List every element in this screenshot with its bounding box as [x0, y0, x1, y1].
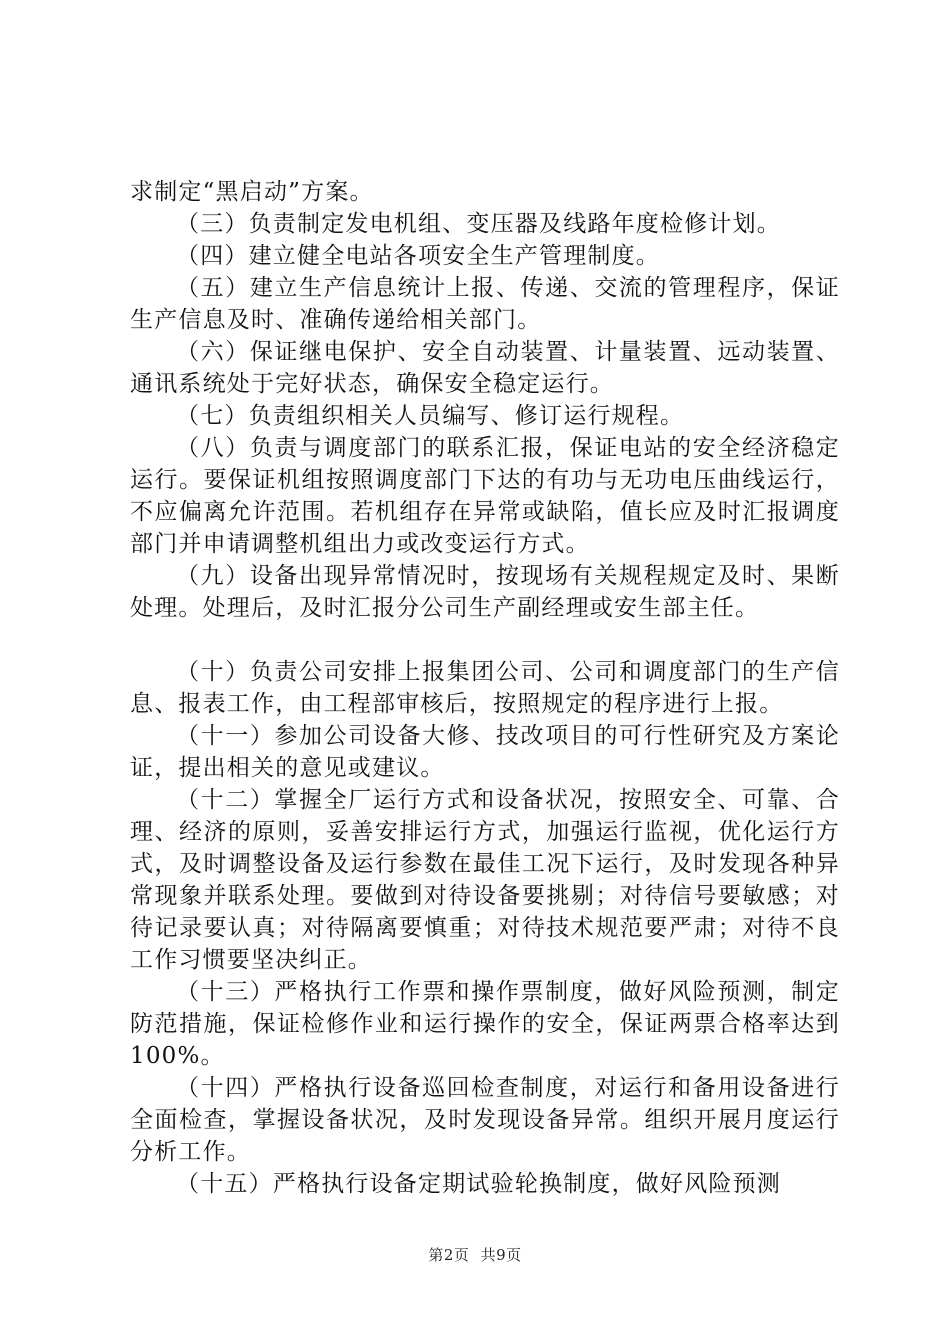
paragraph: （十）负责公司安排上报集团公司、公司和调度部门的生产信息、报表工作，由工程部审核后，按照规定的程序进行上报。: [130, 659, 840, 717]
paragraph: （十一）参加公司设备大修、技改项目的可行性研究及方案论证，提出相关的意见或建议。: [130, 723, 840, 781]
paragraph: （八）负责与调度部门的联系汇报，保证电站的安全经济稳定运行。要保证机组按照调度部门下达的有功与无功电压曲线运行，不应偏离允许范围。若机组存在异常或缺陷，值长应及时汇报调度部门并申请调整机组出力或改变运行方式。: [130, 435, 840, 557]
paragraph: 求制定“黑启动”方案。: [130, 179, 374, 205]
paragraph: （七）负责组织相关人员编写、修订运行规程。: [176, 403, 685, 429]
paragraph: （九）设备出现异常情况时，按现场有关规程规定及时、果断处理。处理后，及时汇报分公司生产副经理或安生部主任。: [130, 563, 840, 621]
page-total: 共9页: [480, 1246, 522, 1264]
paragraph: （十四）严格执行设备巡回检查制度，对运行和备用设备进行全面检查，掌握设备状况，及时发现设备异常。组织开展月度运行分析工作。: [130, 1075, 840, 1165]
page-number: 第2页: [428, 1246, 470, 1264]
paragraph: （十二）掌握全厂运行方式和设备状况，按照安全、可靠、合理、经济的原则，妥善安排运行方式，加强运行监视，优化运行方式，及时调整设备及运行参数在最佳工况下运行，及时发现各种异常现象并联系处理。要做到对待设备要挑剔；对待信号要敏感；对待记录要认真；对待隔离要慎重；对待技术规范要严肃；对待不良工作习惯要坚决纠正。: [130, 787, 840, 973]
paragraph: （五）建立生产信息统计上报、传递、交流的管理程序，保证生产信息及时、准确传递给相关部门。: [130, 275, 840, 333]
paragraph: （三）负责制定发电机组、变压器及线路年度检修计划。: [176, 211, 781, 237]
paragraph: （十五）严格执行设备定期试验轮换制度，做好风险预测: [176, 1171, 781, 1197]
document-body: [130, 176, 840, 1200]
page-footer: [0, 1244, 950, 1265]
paragraph: （四）建立健全电站各项安全生产管理制度。: [176, 243, 660, 269]
paragraph: （六）保证继电保护、安全自动装置、计量装置、远动装置、通讯系统处于完好状态，确保安全稳定运行。: [130, 339, 840, 397]
paragraph: （十三）严格执行工作票和操作票制度，做好风险预测，制定防范措施，保证检修作业和运行操作的安全，保证两票合格率达到100%。: [130, 979, 840, 1069]
